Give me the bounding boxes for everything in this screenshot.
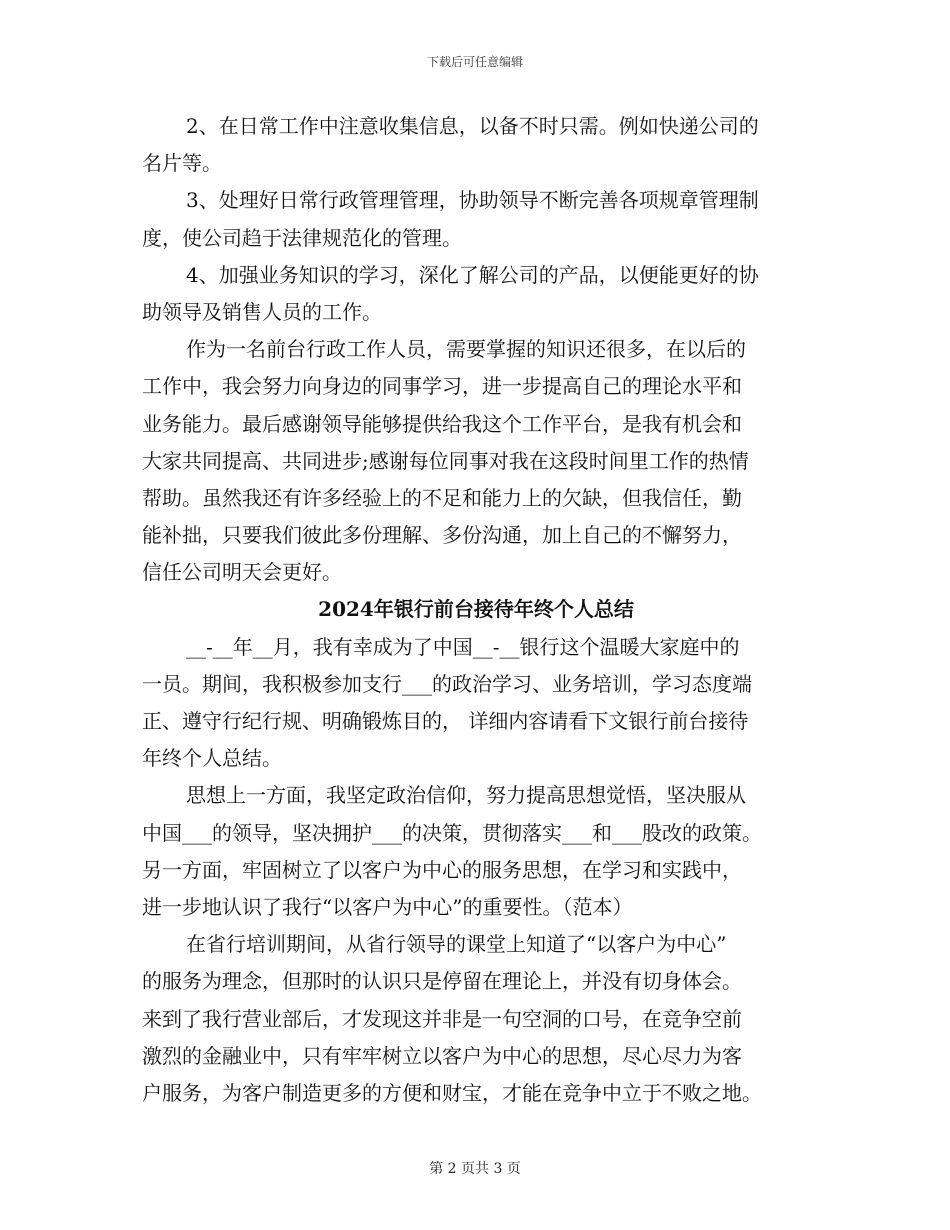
- paragraph-line: 激烈的金融业中，只有牢牢树立以客户为中心的思想，尽心尽力为客: [142, 1043, 742, 1068]
- paragraph-line: 户服务，为客户制造更多的方便和财宝，才能在竞争中立于不败之地。: [142, 1080, 762, 1105]
- paragraph-line: 业务能力。最后感谢领导能够提供给我这个工作平台，是我有机会和: [142, 411, 742, 436]
- paragraph-line: 进一步地认识了我行“以客户为中心”的重要性。（范本）: [142, 894, 633, 919]
- paragraph-line: 在省行培训期间，从省行领导的课堂上知道了“以客户为中心”: [186, 932, 727, 957]
- page-footer: 第 2 页共 3 页: [429, 1161, 521, 1177]
- page-header: 下载后可任意编辑: [426, 55, 523, 69]
- paragraph-line: 4、加强业务知识的学习，深化了解公司的产品，以便能更好的协: [186, 262, 759, 287]
- paragraph-line: 3、处理好日常行政管理管理，协助领导不断完善各项规章管理制: [186, 188, 759, 213]
- paragraph-line: 的服务为理念，但那时的认识只是停留在理论上，并没有切身体会。: [142, 969, 742, 994]
- paragraph-line: 助领导及销售人员的工作。: [142, 299, 382, 324]
- section-title: 2024年银行前台接待年终个人总结: [318, 597, 634, 622]
- paragraph-line: 年终个人总结。: [142, 746, 282, 771]
- paragraph-line: 思想上一方面，我坚定政治信仰，努力提高思想觉悟，坚决服从: [186, 783, 746, 808]
- paragraph-line: __-__年__月，我有幸成为了中国__-__银行这个温暖大家庭中的: [186, 634, 740, 659]
- paragraph-line: 工作中，我会努力向身边的同事学习，进一步提高自己的理论水平和: [142, 374, 742, 399]
- paragraph-line: 另一方面，牢固树立了以客户为中心的服务思想，在学习和实践中，: [142, 857, 742, 882]
- paragraph-line: 中国___的领导，坚决拥护___的决策，贯彻落实___和___股改的政策。: [142, 820, 762, 845]
- paragraph-line: 帮助。虽然我还有许多经验上的不足和能力上的欠缺，但我信任，勤: [142, 485, 742, 510]
- paragraph-line: 能补拙，只要我们彼此多份理解、多份沟通，加上自己的不懈努力，: [142, 523, 742, 548]
- paragraph-line: 度，使公司趋于法律规范化的管理。: [142, 225, 462, 250]
- paragraph-line: 大家共同提高、共同进步;感谢每位同事对我在这段时间里工作的热情: [142, 448, 749, 473]
- paragraph-line: 信任公司明天会更好。: [142, 560, 342, 585]
- paragraph-line: 2、在日常工作中注意收集信息，以备不时只需。例如快递公司的: [186, 114, 759, 138]
- paragraph-line: 一员。期间，我积极参加支行___的政治学习、业务培训，学习态度端: [142, 671, 752, 696]
- paragraph-line: 来到了我行营业部后，才发现这并非是一句空洞的口号，在竞争空前: [142, 1006, 742, 1031]
- document-body: [142, 108, 810, 1112]
- paragraph-line: 名片等。: [142, 151, 222, 176]
- paragraph-line: 正、遵守行纪行规、明确锻炼目的， 详细内容请看下文银行前台接待: [142, 709, 749, 733]
- paragraph-line: 作为一名前台行政工作人员，需要掌握的知识还很多，在以后的: [186, 337, 746, 362]
